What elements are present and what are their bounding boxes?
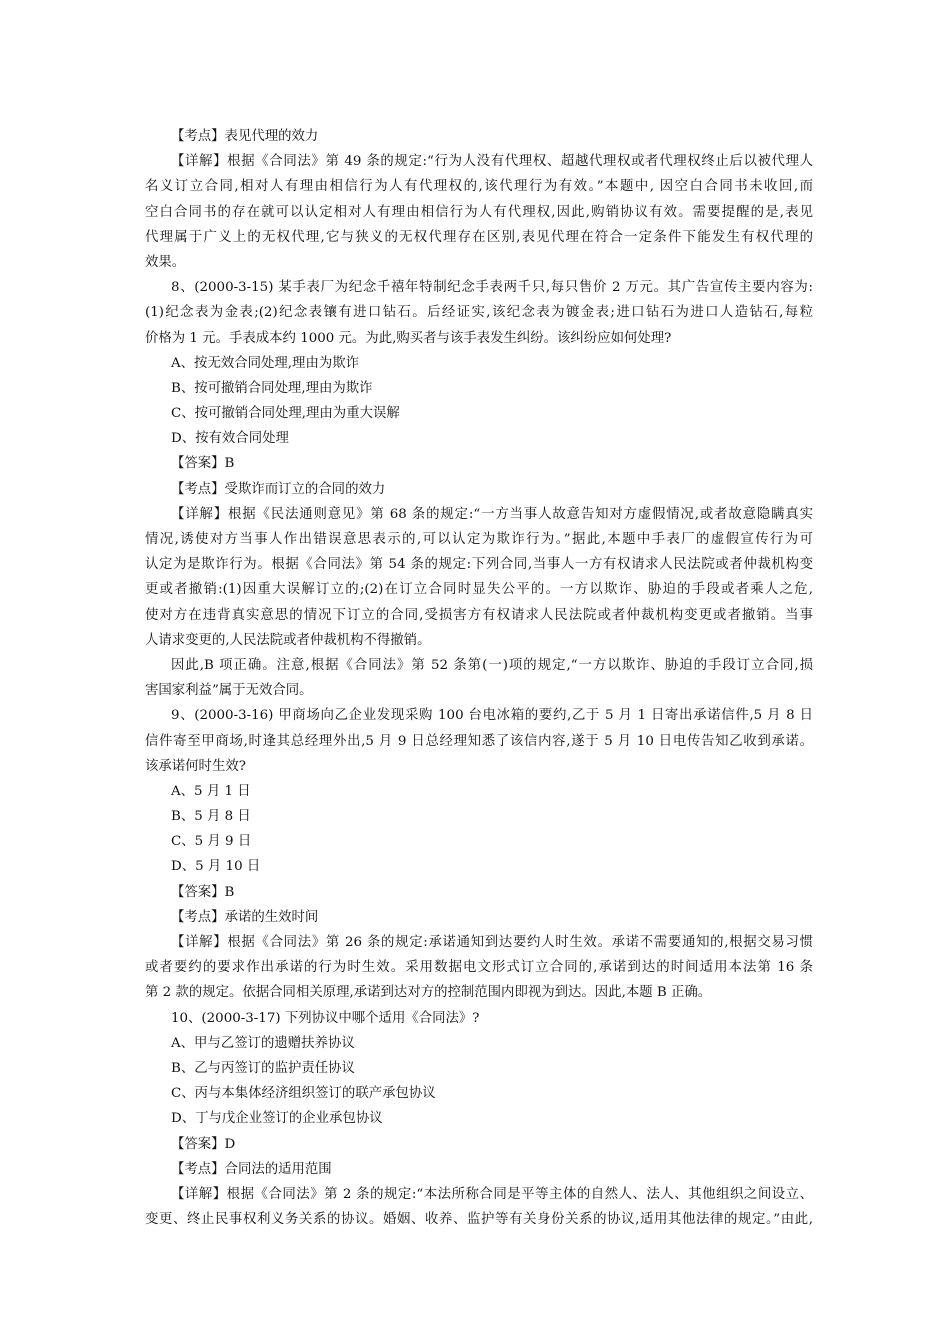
text-line: 或者要约的要求作出承诺的行为时生效。采用数据电文形式订立合同的,承诺到达的时间适用本法第 16 条 (145, 960, 813, 976)
text-line: 名义订立合同,相对人有理由相信行为人有代理权的,该代理行为有效。”本题中, 因空白合同书未收回,而 (145, 179, 813, 195)
text-line: 【详解】根据《合同法》第 26 条的规定:承诺通知到达要约人时生效。承诺不需要通知的,根据交易习惯 (171, 935, 813, 950)
text-line: 【答案】B (171, 884, 235, 900)
text-line: 害国家利益”属于无效合同。 (145, 683, 313, 699)
text-line: 价格为 1 元。手表成本约 1000 元。为此,购买者与该手表发生纠纷。该纠纷应如何处理? (145, 330, 672, 346)
text-line: A、甲与乙签订的遗赠扶养协议 (171, 1035, 355, 1051)
text-line: 【详解】根据《民法通则意见》第 68 条的规定:“一方当事人故意告知对方虚假情况,或者故意隐瞒真实 (171, 506, 813, 522)
text-line: 效果。 (145, 254, 186, 270)
text-line: 【考点】合同法的适用范围 (171, 1161, 332, 1177)
text-line: 使对方在违背真实意思的情况下订立的合同,受损害方有权请求人民法院或者仲裁机构变更或者撤销。当事 (145, 607, 813, 623)
text-line: 【考点】承诺的生效时间 (171, 909, 319, 925)
text-line: 空白合同书的存在就可以认定相对人有理由相信行为人有代理权,因此,购销协议有效。需要提醒的是,表见 (145, 204, 813, 220)
text-line: C、丙与本集体经济组织签订的联产承包协议 (171, 1086, 436, 1102)
text-line: C、5 月 9 日 (171, 834, 252, 850)
text-line: 【考点】受欺诈而订立的合同的效力 (171, 481, 386, 497)
text-line: A、按无效合同处理,理由为欺诈 (171, 355, 360, 371)
text-line: (1)纪念表为金表;(2)纪念表镶有进口钻石。后经证实,该纪念表为镀金表;进口钻石为进口人造钻石,每粒 (145, 305, 813, 321)
text-line: 【答案】D (171, 1136, 236, 1152)
text-line: D、按有效合同处理 (171, 431, 289, 447)
text-line: 10、(2000-3-17) 下列协议中哪个适用《合同法》? (171, 1010, 480, 1026)
text-line: D、丁与戊企业签订的企业承包协议 (171, 1111, 383, 1127)
document-page (145, 124, 813, 1232)
text-line: 变更、终止民事权利义务关系的协议。婚姻、收养、监护等有关身份关系的协议,适用其他法律的规定。”由此, (145, 1212, 813, 1228)
text-line: 【详解】根据《合同法》第 2 条的规定:“本法所称合同是平等主体的自然人、法人、其他组织之间设立、 (171, 1186, 813, 1202)
text-line: 第 2 款的规定。依据合同相关原理,承诺到达对方的控制范围内即视为到达。因此,本题 B 正确。 (145, 985, 712, 1001)
text-line: 认定为是欺诈行为。根据《合同法》第 54 条的规定:下列合同,当事人一方有权请求人民法院或者仲裁机构变 (145, 557, 813, 573)
text-line: B、按可撤销合同处理,理由为欺诈 (171, 380, 373, 396)
text-line: 代理属于广义上的无权代理,它与狭义的无权代理存在区别,表见代理在符合一定条件下能发生有权代理的 (145, 229, 813, 245)
text-line: 9、(2000-3-16) 甲商场向乙企业发现采购 100 台电冰箱的要约,乙于 5 月 1 日寄出承诺信件,5 月 8 日 (171, 708, 813, 724)
text-line: 【详解】根据《合同法》第 49 条的规定:“行为人没有代理权、超越代理权或者代理权终止后以被代理人 (171, 154, 813, 170)
text-line: 更或者撤销:(1)因重大误解订立的;(2)在订立合同时显失公平的。一方以欺诈、胁迫的手段或者乘人之危, (145, 582, 813, 598)
text-line: 情况,诱使对方当事人作出错误意思表示的,可以认定为欺诈行为。”据此,本题中手表厂的虚假宣传行为可 (145, 532, 813, 547)
text-line: 8、(2000-3-15) 某手表厂为纪念千禧年特制纪念手表两千只,每只售价 2 万元。其广告宣传主要内容为: (171, 280, 813, 296)
text-line: B、5 月 8 日 (171, 809, 251, 825)
text-line: 该承诺何时生效? (145, 758, 246, 774)
text-line: 【考点】表见代理的效力 (171, 129, 319, 144)
text-line: A、5 月 1 日 (171, 783, 251, 799)
text-line: B、乙与丙签订的监护责任协议 (171, 1060, 355, 1076)
text-line: C、按可撤销合同处理,理由为重大误解 (171, 406, 400, 422)
text-line: 信件寄至甲商场,时逢其总经理外出,5 月 9 日总经理知悉了该信内容,遂于 5 月 10 日电传告知乙收到承诺。 (145, 733, 813, 749)
text-line: 【答案】B (171, 456, 235, 472)
text-line: D、5 月 10 日 (171, 859, 261, 875)
text-line: 人请求变更的,人民法院或者仲裁机构不得撤销。 (145, 632, 431, 648)
text-line: 因此,B 项正确。注意,根据《合同法》第 52 条第(一)项的规定,“一方以欺诈、胁迫的手段订立合同,损 (171, 657, 813, 673)
